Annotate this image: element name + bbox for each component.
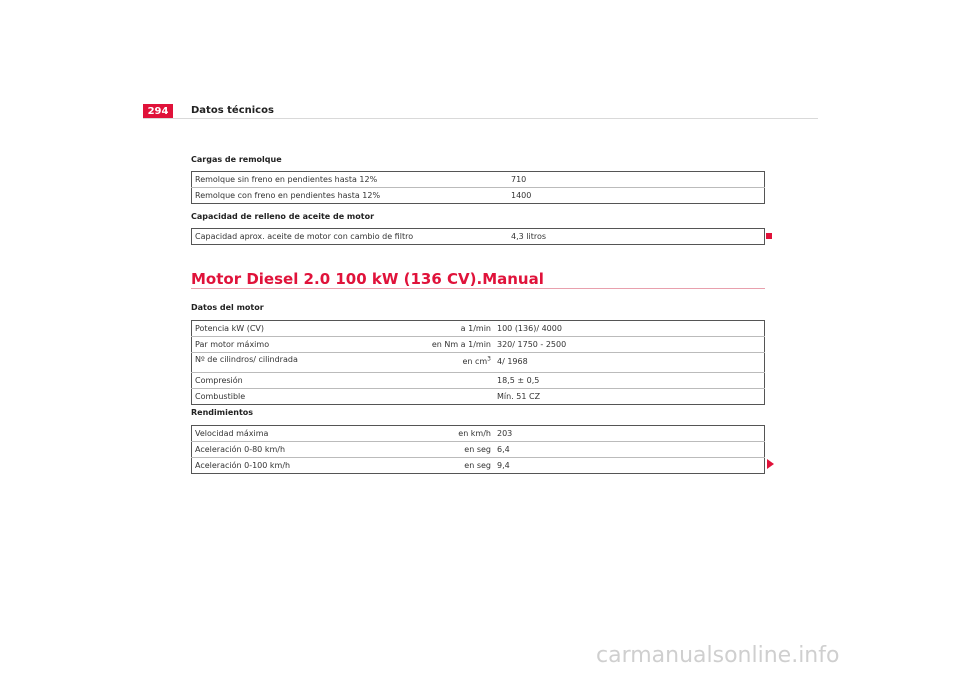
table-row	[192, 373, 765, 389]
row-label: Aceleración 0-80 km/h	[192, 442, 429, 458]
row-value: 203	[497, 429, 513, 438]
table-row	[192, 442, 765, 458]
row-unit-cell	[428, 353, 494, 373]
row-unit: a 1/min	[460, 324, 491, 333]
row-unit: en km/h	[458, 429, 491, 438]
row-value: 710	[511, 175, 527, 184]
row-value: 320/ 1750 - 2500	[494, 337, 765, 353]
continue-arrow-icon	[767, 459, 774, 469]
section-title: Motor Diesel 2.0 100 kW (136 CV).Manual	[191, 270, 544, 288]
row-value: 4,3 litros	[511, 232, 547, 241]
row-unit	[428, 389, 494, 405]
row-label: Par motor máximo	[192, 337, 429, 353]
running-head: Datos técnicos	[191, 105, 274, 116]
watermark: carmanualsonline.info	[596, 643, 840, 668]
title-rule	[191, 288, 765, 289]
row-label: Remolque con freno en pendientes hasta 12%	[192, 188, 509, 204]
row-label: Capacidad aprox. aceite de motor con cambio de filtro	[195, 232, 414, 241]
row-value: 100 (136)/ 4000	[497, 324, 562, 333]
section-end-marker	[766, 233, 772, 239]
row-label: Potencia kW (CV)	[195, 324, 265, 333]
row-label: Combustible	[192, 389, 429, 405]
table-row	[192, 353, 765, 373]
engine-data-table	[191, 320, 765, 405]
row-label: Compresión	[192, 373, 429, 389]
table-row	[192, 172, 765, 188]
table-row	[192, 458, 765, 474]
row-value: 6,4	[494, 442, 765, 458]
row-label: Aceleración 0-100 km/h	[192, 458, 429, 474]
performance-heading: Rendimientos	[191, 408, 254, 417]
row-value: 1400	[508, 188, 765, 204]
unit-superscript: 3	[487, 355, 491, 363]
row-unit: en seg	[428, 442, 494, 458]
table-row	[192, 389, 765, 405]
trailer-loads-heading: Cargas de remolque	[191, 155, 282, 164]
performance-table	[191, 425, 765, 474]
row-unit: en Nm a 1/min	[428, 337, 494, 353]
row-label: Remolque sin freno en pendientes hasta 12%	[195, 175, 378, 184]
row-label: Velocidad máxima	[195, 429, 269, 438]
table-row	[192, 426, 765, 442]
row-unit: en seg	[428, 458, 494, 474]
table-row	[192, 229, 765, 245]
row-label: Nº de cilindros/ cilindrada	[192, 353, 429, 373]
row-value: 18,5 ± 0,5	[494, 373, 765, 389]
row-unit	[428, 373, 494, 389]
engine-data-heading: Datos del motor	[191, 303, 264, 312]
oil-capacity-heading: Capacidad de relleno de aceite de motor	[191, 212, 375, 221]
table-row	[192, 337, 765, 353]
trailer-loads-table	[191, 171, 765, 204]
row-unit: en cm	[462, 357, 488, 366]
row-value: 4/ 1968	[494, 353, 765, 373]
page-number: 294	[143, 104, 173, 119]
oil-capacity-table	[191, 228, 765, 245]
row-value: Mín. 51 CZ	[494, 389, 765, 405]
row-value: 9,4	[494, 458, 765, 474]
table-row	[192, 321, 765, 337]
table-row	[192, 188, 765, 204]
header-rule	[143, 118, 818, 119]
